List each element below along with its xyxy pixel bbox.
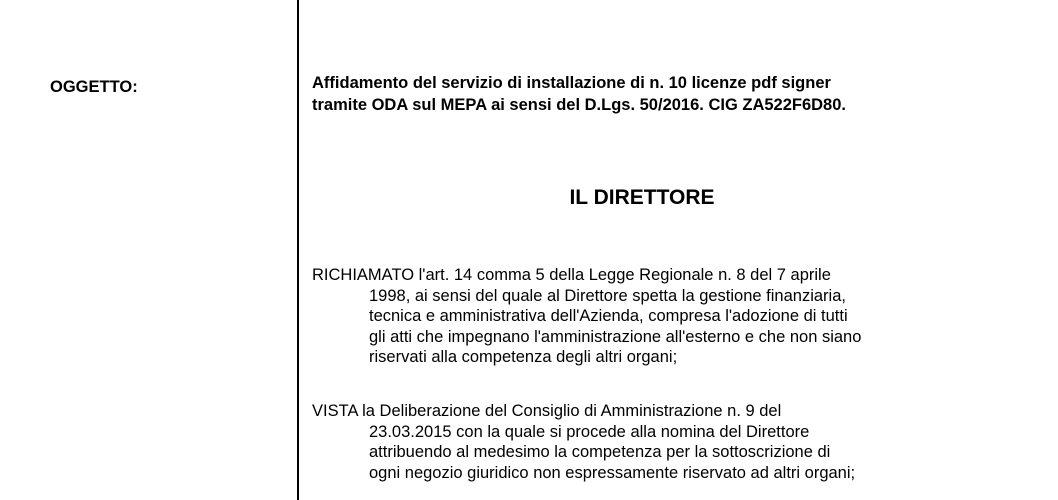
paragraph-line: attribuendo al medesimo la competenza per la sottoscrizione di (369, 443, 831, 461)
paragraph-line: riservati alla competenza degli altri organi; (369, 348, 678, 366)
paragraph-line: 23.03.2015 con la quale si procede alla nomina del Direttore (369, 422, 810, 441)
paragraph-line: ogni negozio giuridico non espressamente riservato ad altri organi; (369, 463, 856, 482)
paragraph-line: gli atti che impegnano l'amministrazione all'esterno e che non siano (369, 327, 862, 346)
subject-line: Affidamento del servizio di installazione di n. 10 licenze pdf signer (312, 74, 831, 92)
paragraph-vista (312, 401, 966, 483)
paragraph-line: 1998, ai sensi del quale al Direttore spetta la gestione finanziaria, (369, 286, 846, 305)
paragraph-line: VISTA la Deliberazione del Consiglio di Amministrazione n. 9 del (312, 402, 782, 420)
subject-text (312, 72, 972, 116)
subject-label: OGGETTO: (50, 78, 138, 96)
paragraph-line: tecnica e amministrativa dell'Azienda, compresa l'adozione di tutti (369, 307, 848, 325)
paragraph-richiamato (312, 265, 966, 368)
section-heading: IL DIRETTORE (569, 186, 715, 209)
paragraph-line: RICHIAMATO l'art. 14 comma 5 della Legge Regionale n. 8 del 7 aprile (312, 266, 831, 284)
subject-line: tramite ODA sul MEPA ai sensi del D.Lgs. 50/2016. CIG ZA522F6D80. (312, 96, 846, 114)
column-divider (297, 0, 299, 500)
